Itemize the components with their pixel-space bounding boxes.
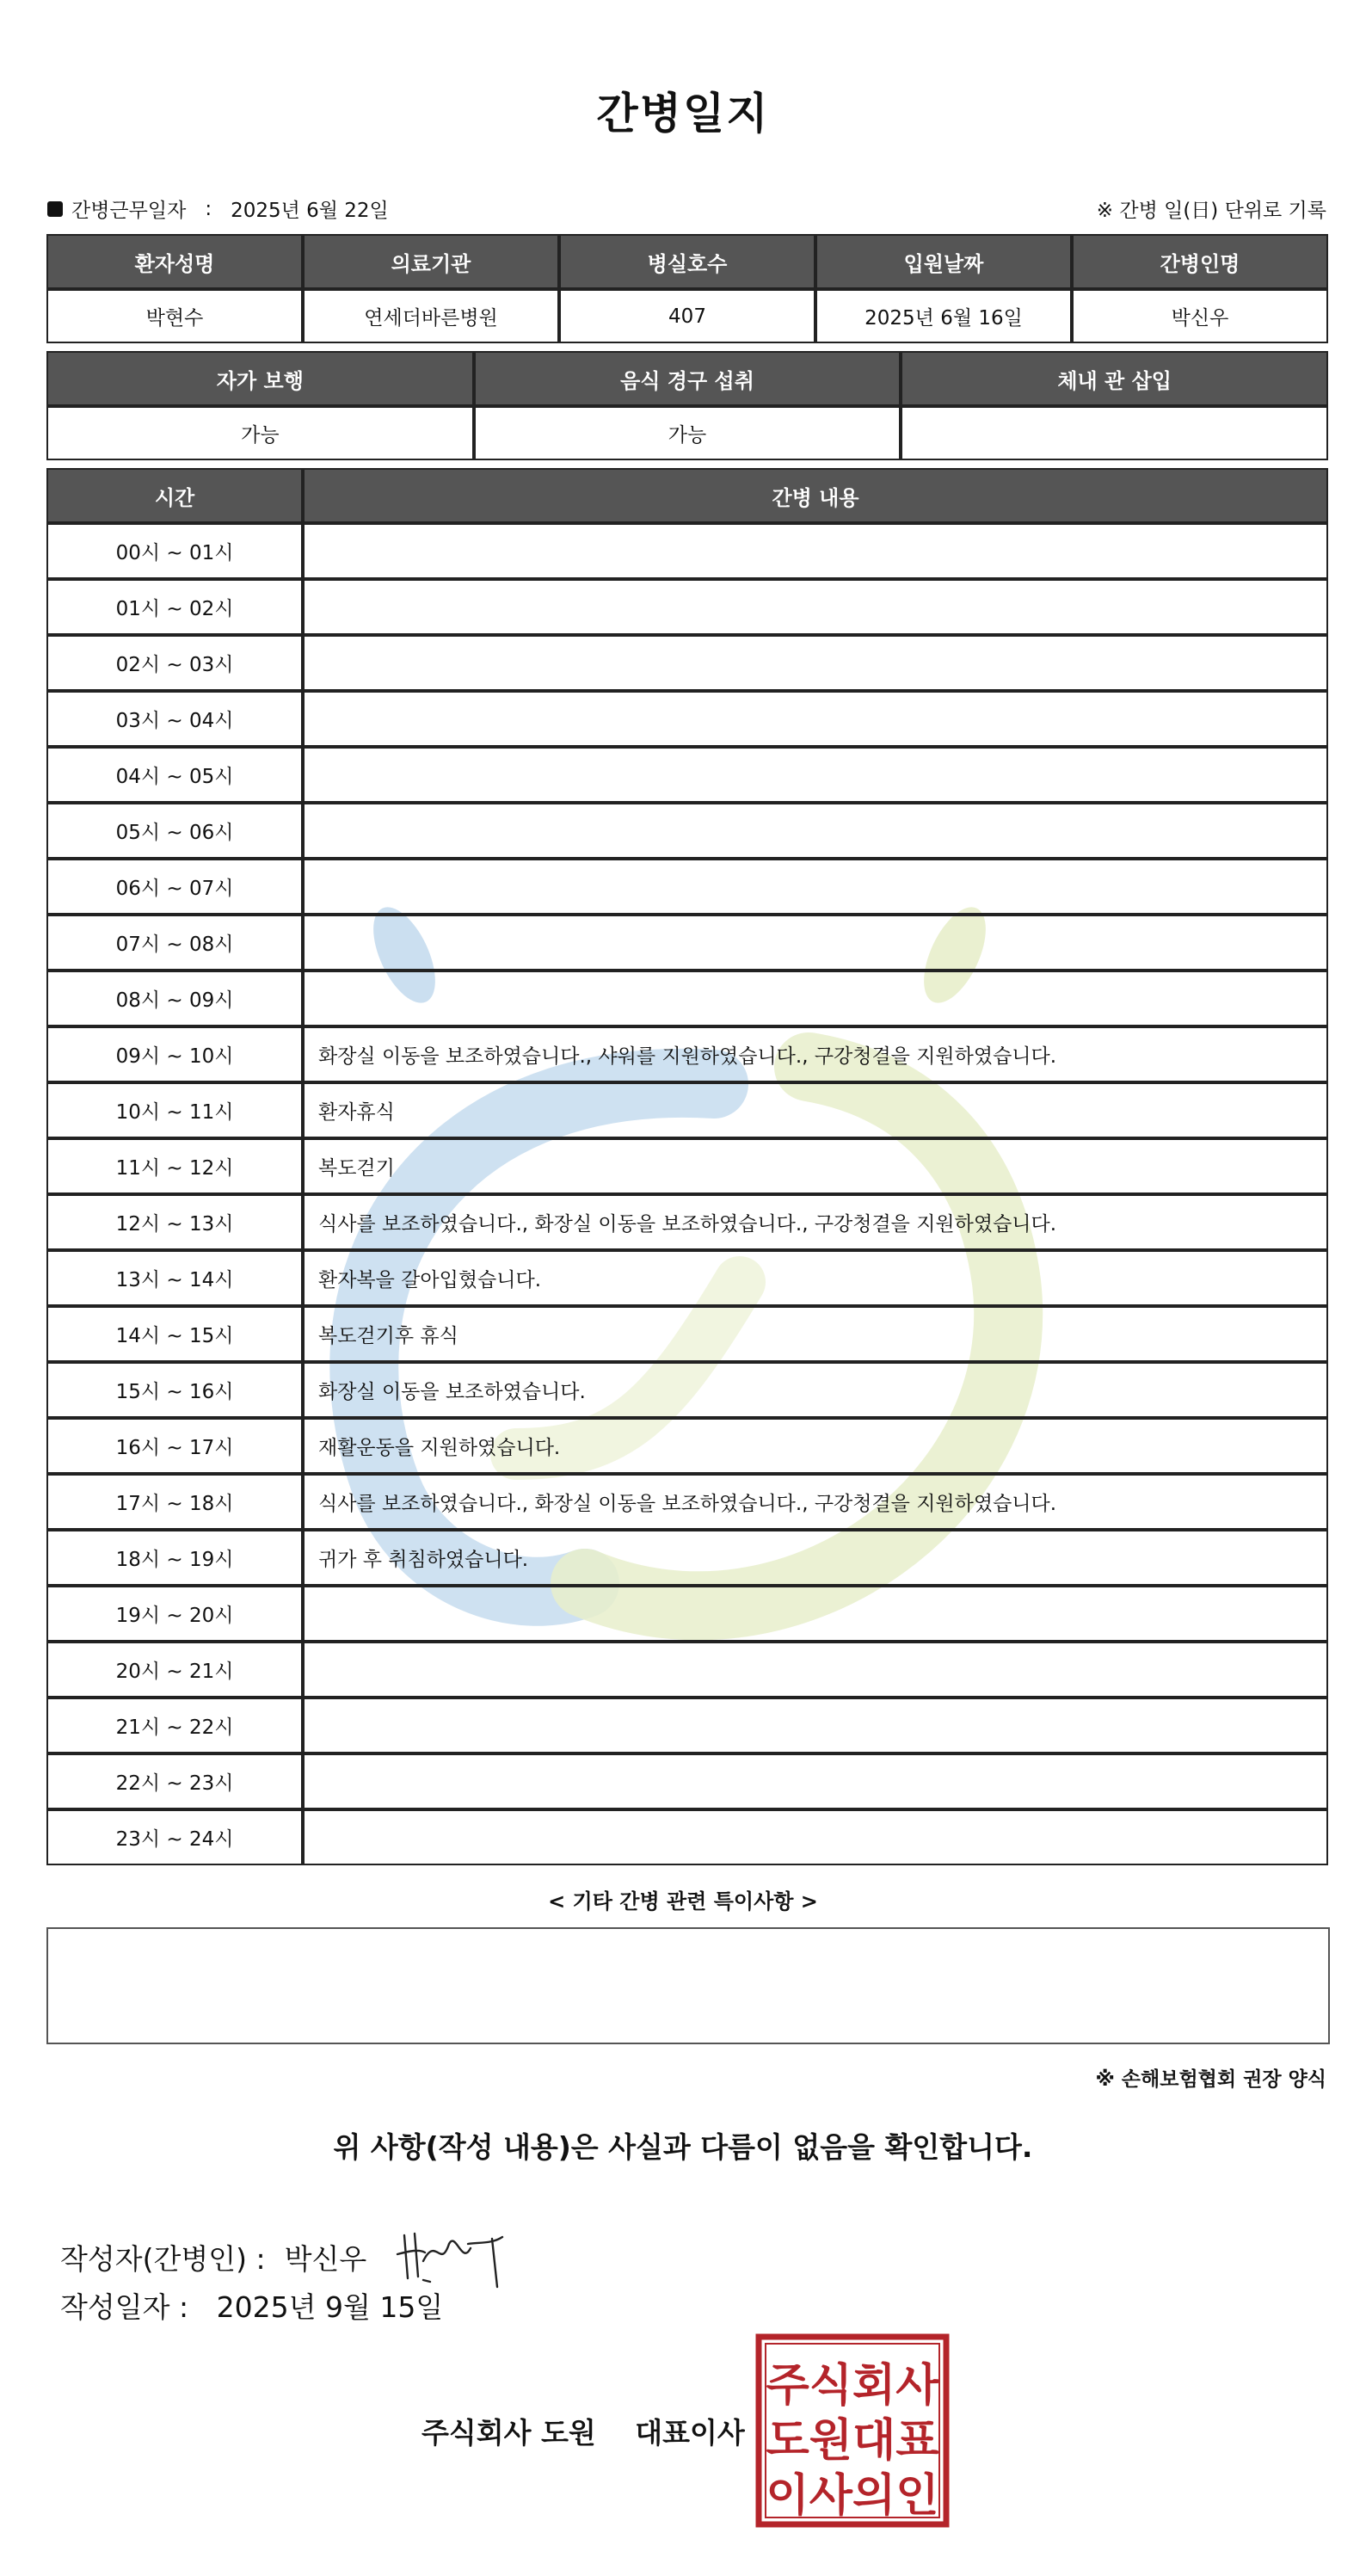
log-time: 11시 ~ 12시 [46, 1138, 303, 1194]
log-time: 06시 ~ 07시 [46, 859, 303, 915]
header-admission-date: 입원날짜 [815, 234, 1072, 289]
table-row [46, 1642, 1328, 1698]
work-date-label: 간병근무일자 [71, 200, 187, 222]
log-content: 화장실 이동을 보조하였습니다., 샤워를 지원하였습니다., 구강청결을 지원하였습니다. [303, 1026, 1328, 1082]
log-time: 14시 ~ 15시 [46, 1306, 303, 1362]
signature-icon [389, 2218, 509, 2296]
log-content [303, 803, 1328, 859]
unit-note: ※ 간병 일(日) 단위로 기록 [1096, 200, 1326, 222]
caregiver-name: 박신우 [1072, 289, 1328, 343]
seal-line-3: 이사의인 [766, 2470, 939, 2522]
hospital-name: 연세더바른병원 [303, 289, 559, 343]
table-row [46, 1474, 1328, 1530]
table-row [46, 1194, 1328, 1250]
log-content: 식사를 보조하였습니다., 화장실 이동을 보조하였습니다., 구강청결을 지원하였습니다. [303, 1194, 1328, 1250]
log-content [303, 1642, 1328, 1698]
log-time: 16시 ~ 17시 [46, 1418, 303, 1474]
log-time: 19시 ~ 20시 [46, 1586, 303, 1642]
log-time: 09시 ~ 10시 [46, 1026, 303, 1082]
oral-intake-value: 가능 [474, 406, 901, 460]
header-care-content: 간병 내용 [303, 468, 1328, 523]
log-content: 환자휴식 [303, 1082, 1328, 1138]
header-patient-name: 환자성명 [46, 234, 303, 289]
room-number: 407 [559, 289, 815, 343]
log-content [303, 1698, 1328, 1753]
header-time: 시간 [46, 468, 303, 523]
table-row [46, 523, 1328, 579]
document-title: 간병일지 [596, 89, 770, 139]
patient-name: 박현수 [46, 289, 303, 343]
table-row [46, 691, 1328, 747]
log-time: 05시 ~ 06시 [46, 803, 303, 859]
confirmation-statement: 위 사항(작성 내용)은 사실과 다름이 없음을 확인합니다. [333, 2130, 1033, 2164]
company-seal-icon [755, 2333, 950, 2528]
seal-line-1: 주식회사 [766, 2360, 939, 2412]
table-row [46, 1362, 1328, 1418]
log-content [303, 1753, 1328, 1809]
log-time: 07시 ~ 08시 [46, 915, 303, 971]
table-row [46, 1418, 1328, 1474]
table-row [46, 1026, 1328, 1082]
log-time: 23시 ~ 24시 [46, 1809, 303, 1865]
log-time: 21시 ~ 22시 [46, 1698, 303, 1753]
admission-date: 2025년 6월 16일 [815, 289, 1072, 343]
log-content: 재활운동을 지원하였습니다. [303, 1418, 1328, 1474]
company-name: 주식회사 도원 [421, 2416, 596, 2450]
log-content: 식사를 보조하였습니다., 화장실 이동을 보조하였습니다., 구강청결을 지원하였습니다. [303, 1474, 1328, 1530]
log-content [303, 1809, 1328, 1865]
log-content [303, 691, 1328, 747]
self-walking-value: 가능 [46, 406, 474, 460]
log-content [303, 635, 1328, 691]
log-content: 복도걷기 [303, 1138, 1328, 1194]
form-note: ※ 손해보험협회 권장 양식 [1095, 2068, 1326, 2091]
log-time: 17시 ~ 18시 [46, 1474, 303, 1530]
header-tube-insertion: 체내 관 삽입 [901, 351, 1328, 406]
log-content [303, 747, 1328, 803]
work-date-value: 2025년 6월 22일 [231, 200, 389, 222]
square-bullet-icon [47, 201, 63, 217]
table-row [46, 1138, 1328, 1194]
work-date-separator: : [205, 197, 212, 220]
log-content: 복도걷기후 휴식 [303, 1306, 1328, 1362]
log-time: 13시 ~ 14시 [46, 1250, 303, 1306]
header-oral-intake: 음식 경구 섭취 [474, 351, 901, 406]
special-notes-box [46, 1927, 1330, 2044]
table-row [46, 803, 1328, 859]
log-content [303, 915, 1328, 971]
table-row [46, 1250, 1328, 1306]
table-row [46, 579, 1328, 635]
log-content [303, 579, 1328, 635]
table-row [46, 635, 1328, 691]
work-date-row [47, 194, 389, 223]
table-row [46, 859, 1328, 915]
table-row [46, 1530, 1328, 1586]
writer-row [60, 2218, 509, 2296]
patient-info-table [46, 234, 1328, 343]
writer-label: 작성자(간병인) : [60, 2241, 266, 2276]
log-content [303, 523, 1328, 579]
log-time: 04시 ~ 05시 [46, 747, 303, 803]
company-line [421, 2411, 745, 2451]
log-content: 환자복을 갈아입혔습니다. [303, 1250, 1328, 1306]
company-title: 대표이사 [635, 2416, 745, 2450]
table-row [46, 915, 1328, 971]
table-row [46, 1753, 1328, 1809]
table-row [46, 1809, 1328, 1865]
log-content: 귀가 후 취침하였습니다. [303, 1530, 1328, 1586]
log-time: 10시 ~ 11시 [46, 1082, 303, 1138]
log-time: 20시 ~ 21시 [46, 1642, 303, 1698]
written-date-row [60, 2285, 443, 2326]
log-content [303, 971, 1328, 1026]
table-row [46, 1306, 1328, 1362]
header-self-walking: 자가 보행 [46, 351, 474, 406]
table-row [46, 1586, 1328, 1642]
written-date-value: 2025년 9월 15일 [216, 2290, 444, 2324]
special-notes-title: < 기타 간병 관련 특이사항 > [548, 1889, 818, 1914]
log-content: 화장실 이동을 보조하였습니다. [303, 1362, 1328, 1418]
log-time: 02시 ~ 03시 [46, 635, 303, 691]
log-time: 03시 ~ 04시 [46, 691, 303, 747]
table-row [46, 1082, 1328, 1138]
log-time: 18시 ~ 19시 [46, 1530, 303, 1586]
patient-status-table [46, 351, 1328, 460]
header-hospital: 의료기관 [303, 234, 559, 289]
seal-line-2: 도원대표 [766, 2415, 939, 2467]
log-content [303, 1586, 1328, 1642]
log-time: 00시 ~ 01시 [46, 523, 303, 579]
log-time: 15시 ~ 16시 [46, 1362, 303, 1418]
written-date-label: 작성일자 : [60, 2290, 189, 2324]
header-caregiver-name: 간병인명 [1072, 234, 1328, 289]
log-time: 22시 ~ 23시 [46, 1753, 303, 1809]
log-time: 12시 ~ 13시 [46, 1194, 303, 1250]
care-log-table [46, 468, 1328, 1865]
log-time: 01시 ~ 02시 [46, 579, 303, 635]
table-row [46, 1698, 1328, 1753]
header-room-number: 병실호수 [559, 234, 815, 289]
tube-insertion-value [901, 406, 1328, 460]
log-content [303, 859, 1328, 915]
table-row [46, 747, 1328, 803]
log-time: 08시 ~ 09시 [46, 971, 303, 1026]
writer-name: 박신우 [284, 2241, 367, 2276]
table-row [46, 971, 1328, 1026]
